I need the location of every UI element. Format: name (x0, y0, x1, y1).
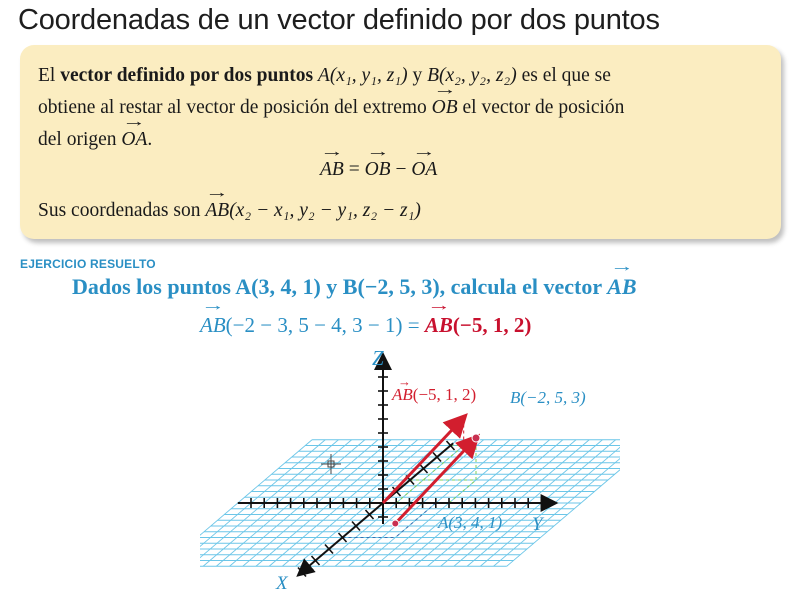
definition-text: es el que se (516, 65, 611, 86)
vector-ab: → AB (607, 274, 636, 300)
exercise-statement (72, 274, 637, 300)
coordinates-line (38, 200, 421, 222)
exercise-result (200, 313, 531, 338)
vector-ab: → AB (320, 159, 344, 181)
definition-line-1 (38, 65, 611, 87)
point-a (392, 520, 399, 527)
axis-y-label: Y (532, 514, 543, 535)
page-title: Coordenadas de un vector definido por dos puntos (18, 4, 660, 36)
axis-x-label: X (276, 573, 288, 594)
vector-ab-result: → AB (425, 313, 453, 338)
definition-text: El (38, 65, 61, 86)
axis-z-label: Z (372, 346, 384, 370)
vector-ab: → AB (205, 200, 229, 222)
minus-sign: − (390, 159, 412, 180)
definition-text: . (147, 129, 153, 150)
vector-oa: → OA (121, 129, 147, 151)
label-point-b: B(−2, 5, 3) (510, 388, 586, 407)
point-a-general: A(x₁, y₁, z₁) (317, 65, 408, 86)
definition-term: vector definido por dos puntos (60, 65, 314, 86)
point-b-general: B(x₂, y₂, z₂) (427, 65, 517, 86)
definition-box (20, 45, 781, 239)
definition-text: obtiene al restar al vector de posición del extremo (38, 97, 432, 118)
exercise-statement-text: Dados los puntos A(3, 4, 1) y B(−2, 5, 3), calcula el vector (72, 274, 608, 299)
label-ab-arrow-icon: → (398, 374, 411, 389)
definition-text: y (407, 65, 428, 86)
vector-ob: → OB (432, 97, 458, 119)
result-calculation: (−2 − 3, 5 − 4, 3 − 1) = (225, 313, 425, 337)
vector-ab-from-origin (383, 418, 464, 504)
vector-3d-diagram (200, 340, 620, 598)
label-point-a: A(3, 4, 1) (438, 513, 503, 532)
definition-line-3 (38, 129, 152, 151)
label-ab-vector: AB(−5, 1, 2) (392, 385, 477, 404)
vector-ab: → AB (200, 313, 226, 338)
coordinates-formula: (x₂ − x₁, y₂ − y₁, z₂ − z₁) (229, 200, 421, 221)
exercise-label: EJERCICIO RESUELTO (20, 257, 156, 271)
definition-text: el vector de posición (457, 97, 625, 118)
equals-sign: = (343, 159, 365, 180)
definition-text: del origen (38, 129, 122, 150)
vector-oa: → OA (411, 159, 437, 181)
point-b (472, 434, 480, 442)
vector-equation (320, 159, 437, 181)
definition-text: Sus coordenadas son (38, 200, 206, 221)
vector-ob: → OB (365, 159, 391, 181)
result-coordinates: (−5, 1, 2) (452, 313, 532, 337)
